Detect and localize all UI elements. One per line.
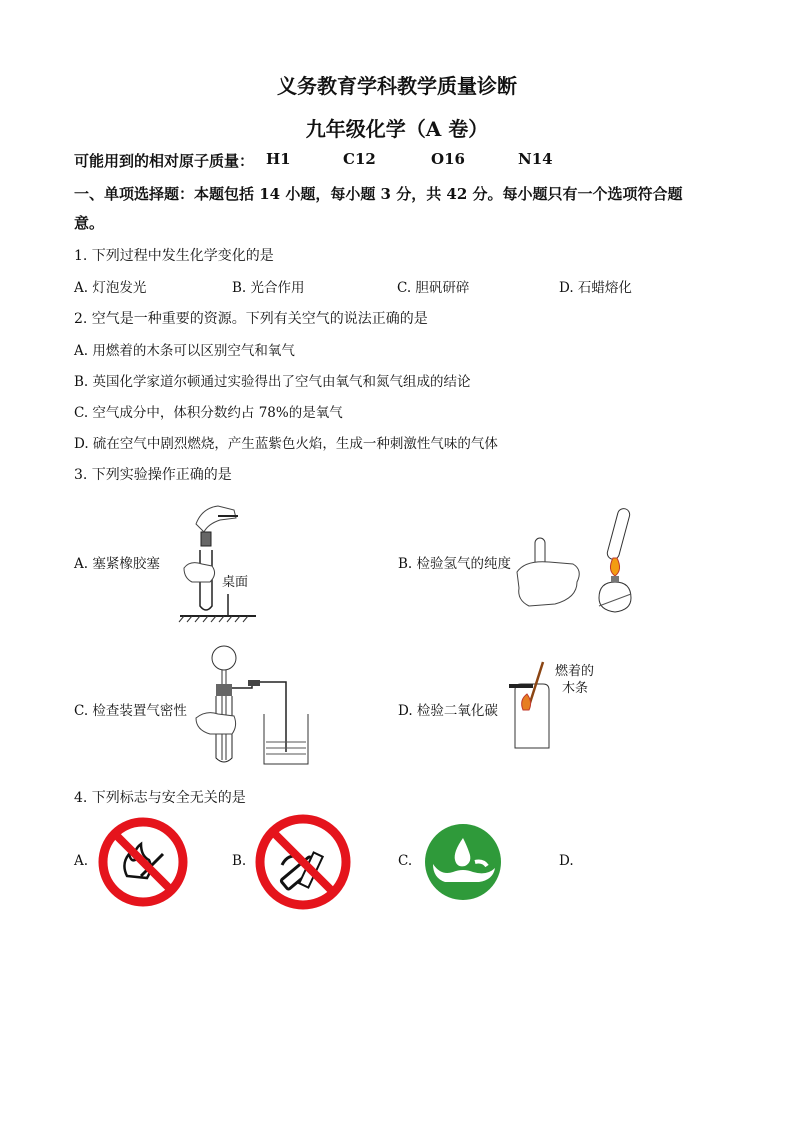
q1-stem: 1. 下列过程中发生化学变化的是 bbox=[74, 248, 274, 264]
water-saving-sign-icon bbox=[423, 822, 503, 902]
section-heading-line1: 一、单项选择题：本题包括 14 小题，每小题 3 分，共 42 分。每小题只有一个选项符合题 bbox=[74, 185, 683, 203]
q1-option-c[interactable]: C. 胆矾研碎 bbox=[397, 280, 470, 296]
page-subtitle: 九年级化学（A 卷） bbox=[305, 117, 489, 141]
q3-burning-stick-label-2: 木条 bbox=[562, 681, 589, 696]
q2-option-b[interactable]: B. 英国化学家道尔顿通过实验得出了空气由氧气和氮气组成的结论 bbox=[74, 374, 471, 390]
q3-option-c[interactable]: C. 检查装置气密性 bbox=[74, 703, 187, 719]
q3-option-a[interactable]: A. 塞紧橡胶塞 bbox=[74, 556, 160, 572]
q3-figure-b-hydrogen-test bbox=[515, 502, 645, 620]
q3-option-b[interactable]: B. 检验氢气的纯度 bbox=[398, 556, 512, 572]
q1-option-b[interactable]: B. 光合作用 bbox=[232, 280, 305, 296]
atomic-mass-label: 可能用到的相对原子质量： bbox=[74, 152, 255, 170]
q4-stem: 4. 下列标志与安全无关的是 bbox=[74, 790, 246, 806]
q1-option-a[interactable]: A. 灯泡发光 bbox=[74, 280, 147, 296]
atomic-mass-n: N14 bbox=[518, 150, 553, 168]
q3-burning-stick-label-1: 燃着的 bbox=[555, 664, 595, 679]
q3-figure-a-stopper bbox=[178, 494, 258, 624]
q3-desk-label: 桌面 bbox=[222, 575, 249, 590]
q3-figure-c-airtightness bbox=[190, 642, 320, 768]
q1-option-d[interactable]: D. 石蜡熔化 bbox=[559, 280, 632, 296]
atomic-mass-h: H1 bbox=[266, 150, 291, 168]
atomic-mass-o: O16 bbox=[431, 150, 465, 168]
q4-option-d[interactable]: D. bbox=[559, 853, 574, 869]
atomic-mass-c: C12 bbox=[343, 150, 376, 168]
q2-option-d[interactable]: D. 硫在空气中剧烈燃烧，产生蓝紫色火焰，生成一种刺激性气味的气体 bbox=[74, 436, 498, 452]
q2-stem: 2. 空气是一种重要的资源。下列有关空气的说法正确的是 bbox=[74, 311, 428, 327]
q3-stem: 3. 下列实验操作正确的是 bbox=[74, 467, 232, 483]
q2-option-c[interactable]: C. 空气成分中，体积分数约占 78%的是氧气 bbox=[74, 405, 343, 421]
q2-option-a[interactable]: A. 用燃着的木条可以区别空气和氧气 bbox=[74, 343, 295, 359]
page-title: 义务教育学科教学质量诊断 bbox=[277, 74, 517, 98]
q4-option-c[interactable]: C. bbox=[398, 853, 413, 869]
no-fire-sign-icon bbox=[97, 816, 189, 908]
q4-option-a[interactable]: A. bbox=[74, 853, 89, 869]
no-smoking-sign-icon bbox=[254, 813, 352, 911]
section-heading-line2: 意。 bbox=[74, 214, 105, 232]
q4-option-b[interactable]: B. bbox=[232, 853, 247, 869]
q3-option-d[interactable]: D. 检验二氧化碳 bbox=[398, 703, 498, 719]
